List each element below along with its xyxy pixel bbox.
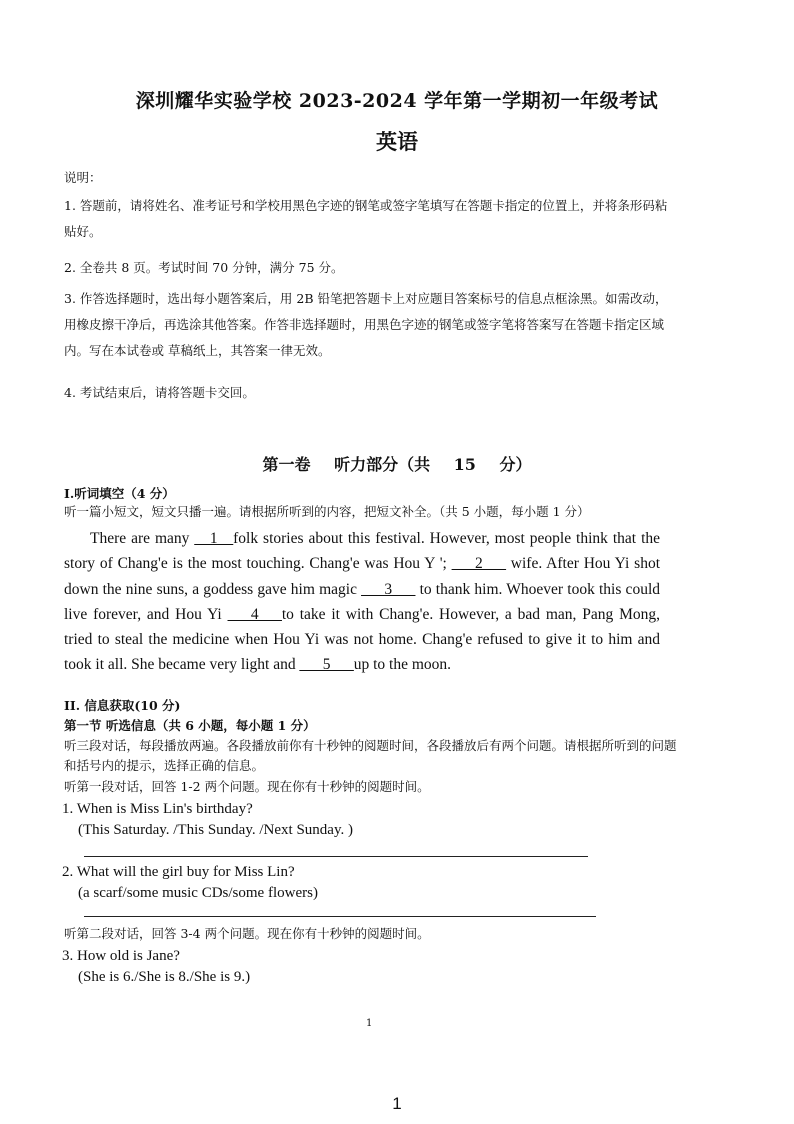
blank-2: ___2___ [451,555,506,573]
section2-heading: II. 信息获取(10 分) [64,698,181,713]
passage-text: to take it with Chang'e. However, a bad man, Pang Mong, tried to steal the medicine when Hou Yi was not home. Chang'e refused to give it to him and took it all. She became very light and [64,605,660,674]
passage-text: to thank him. Whoever took this could live forever, and Hou Yi [64,580,660,623]
passage-text: There are many [90,530,195,547]
blank-1: __1__ [194,530,234,547]
question-options: (This Saturday. /This Sunday. /Next Sunday. ) [78,822,353,838]
part1-title: 第一卷 听力部分（共 15 分） [262,455,532,474]
passage-text: wife. After Hou Yi shot down the nine suns, a goddess gave him magic [64,555,660,598]
question-options: (a scarf/some music CDs/some flowers) [78,885,318,901]
question-text: 2. What will the girl buy for Miss Lin? [62,864,295,880]
question-text: 3. How old is Jane? [62,948,180,964]
passage-text: folk stories about this festival. However, most people think that the story of Chang'e is the most touching. Chang'e was Hou Y '; [64,530,661,573]
question-1 [62,799,353,841]
section1-heading: I.听词填空（4 分） [64,486,175,501]
page-number: 1 [392,1094,402,1113]
passage-text: up to the moon. [353,656,452,674]
section2-subheading: 第一节 听选信息（共 6 小题，每小题 1 分） [64,718,316,733]
section1-instruction: 听一篇小短文，短文只播一遍。请根据所听到的内容，把短文补全。（共 5 小题，每小题 1 分） [64,504,590,519]
answer-line-1[interactable] [84,856,588,857]
question-options: (She is 6./She is 8./She is 9.) [78,969,251,985]
question-text: 1. When is Miss Lin's birthday? [62,801,253,817]
exam-title: 深圳耀华实验学校 2023-2024 学年第一学期初一年级考试 [135,90,659,112]
answer-line-2[interactable] [84,916,596,917]
note-item-4: 4. 考试结束后，请将答题卡交回。 [64,385,255,400]
listening-passage [64,526,660,678]
note-item-1: 1. 答题前，请将姓名、准考证号和学校用黑色字迹的钢笔或签字笔填写在答题卡指定的位置上，并将条形码粘贴好。 [64,198,668,239]
subject-title: 英语 [376,129,418,154]
blank-3: ___3___ [361,580,416,598]
blank-4: ___4___ [227,605,282,623]
question-3 [62,946,250,988]
dialog1-instruction: 听第一段对话，回答 1-2 两个问题。现在你有十秒钟的阅题时间。 [64,779,430,794]
notes-label: 说明： [64,170,102,185]
question-2 [62,862,318,904]
blank-5: ___5___ [299,656,354,674]
footer-mark: 1 [366,1018,373,1029]
section2-instruction: 听三段对话，每段播放两遍。各段播放前你有十秒钟的阅题时间，各段播放后有两个问题。请根据所听到的问题和括号内的提示，选择正确的信息。 [64,738,677,773]
note-item-3: 3. 作答选择题时，选出每小题答案后，用 2B 铅笔把答题卡上对应题目答案标号的信息点框涂黑。如需改动，用橡皮擦干净后，再选涂其他答案。作答非选择题时，用黑色字迹的钢笔或签字笔将答案写在答题卡指定区域内。写在本试卷或 草稿纸上，其答案一律无效。 [64,291,668,358]
dialog2-instruction: 听第二段对话，回答 3-4 两个问题。现在你有十秒钟的阅题时间。 [64,926,430,941]
note-item-2: 2. 全卷共 8 页。考试时间 70 分钟，满分 75 分。 [64,260,344,275]
